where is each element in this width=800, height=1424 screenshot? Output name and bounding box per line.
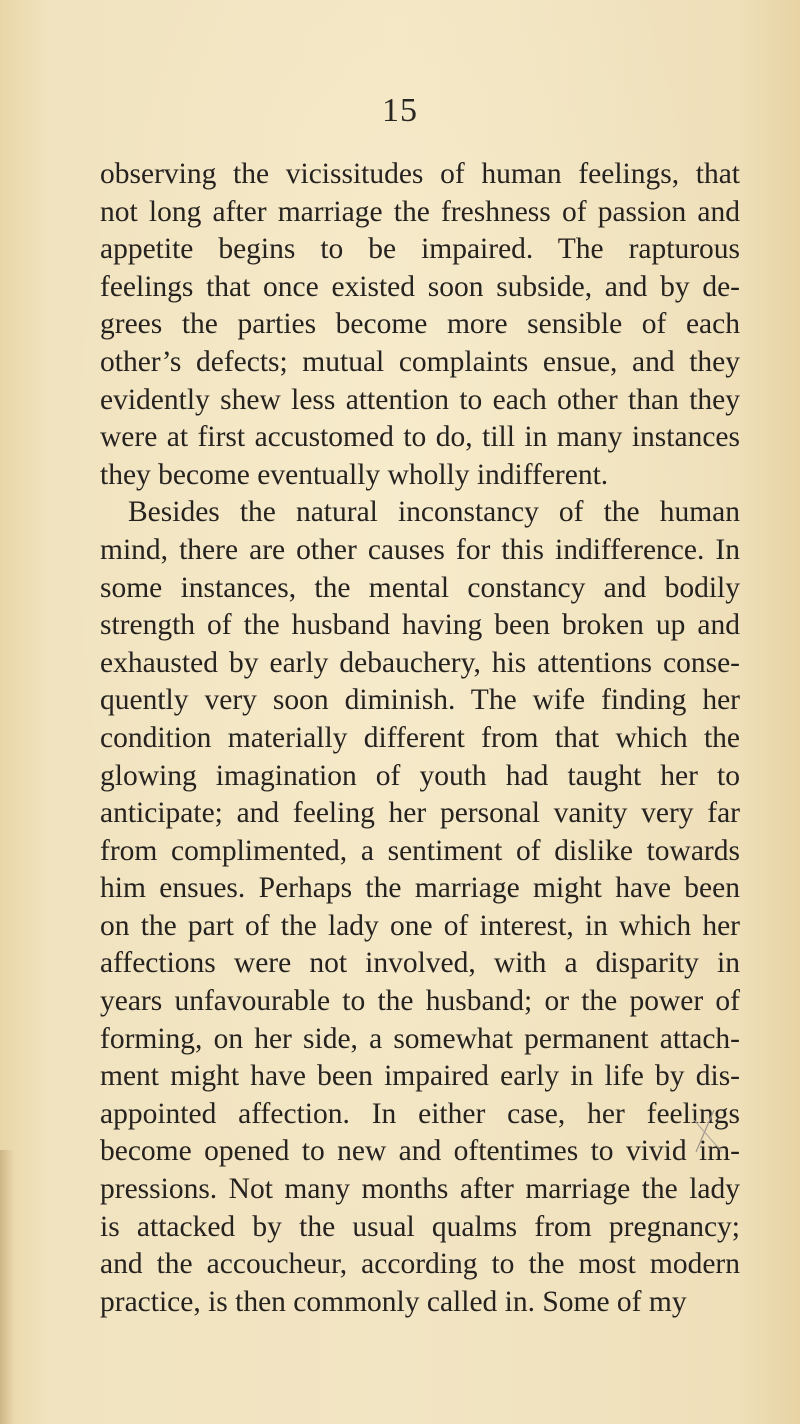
- text-line: anticipate; and feeling her personal vanity very far: [100, 797, 740, 830]
- text-line: other’s defects; mutual complaints ensue, and they: [100, 345, 740, 378]
- text-line: him ensues. Perhaps the marriage might have been: [100, 872, 740, 905]
- text-line: become opened to new and oftentimes to vivid im-: [100, 1135, 740, 1168]
- text-line: practice, is then commonly called in. Some of my: [100, 1285, 687, 1318]
- text-line: grees the parties become more sensible of each: [100, 308, 740, 341]
- text-line: from complimented, a sentiment of dislike towards: [100, 834, 740, 867]
- paragraph-start-line: Besides the natural inconstancy of the human: [128, 496, 740, 529]
- pencil-mark-icon: [684, 1108, 728, 1154]
- page-number: 15: [382, 92, 418, 129]
- text-line: forming, on her side, a somewhat permanent attach-: [100, 1022, 740, 1055]
- paragraph-end-line: they become eventually wholly indifferent.: [100, 458, 609, 491]
- text-line: strength of the husband having been broken up and: [100, 609, 740, 642]
- text-line: years unfavourable to the husband; or the power of: [100, 985, 740, 1018]
- text-line: not long after marriage the freshness of passion and: [100, 195, 740, 228]
- text-line: were at first accustomed to do, till in many instances: [100, 421, 740, 454]
- text-line: appetite begins to be impaired. The rapturous: [100, 233, 740, 266]
- text-line: affections were not involved, with a disparity in: [100, 947, 740, 980]
- text-line: pressions. Not many months after marriage the lady: [100, 1173, 740, 1206]
- text-line: on the part of the lady one of interest, in which her: [100, 909, 740, 942]
- text-line: is attacked by the usual qualms from pregnancy;: [100, 1210, 740, 1243]
- text-line: mind, there are other causes for this indifference. In: [100, 533, 740, 566]
- text-line: exhausted by early debauchery, his attentions conse-: [100, 646, 740, 679]
- text-line: appointed affection. In either case, her feelings: [100, 1097, 740, 1130]
- body-text: [100, 156, 740, 1321]
- text-line: evidently shew less attention to each other than they: [100, 383, 740, 416]
- text-line: condition materially different from that which the: [100, 721, 740, 754]
- text-line: glowing imagination of youth had taught her to: [100, 759, 740, 792]
- text-line: ment might have been impaired early in life by dis-: [100, 1060, 740, 1093]
- text-line: and the accoucheur, according to the most modern: [100, 1248, 740, 1281]
- text-line: observing the vicissitudes of human feelings, that: [100, 158, 740, 190]
- text-line: feelings that once existed soon subside, and by de-: [100, 270, 740, 303]
- text-line: some instances, the mental constancy and bodily: [100, 571, 740, 604]
- text-line: quently very soon diminish. The wife finding her: [100, 684, 740, 717]
